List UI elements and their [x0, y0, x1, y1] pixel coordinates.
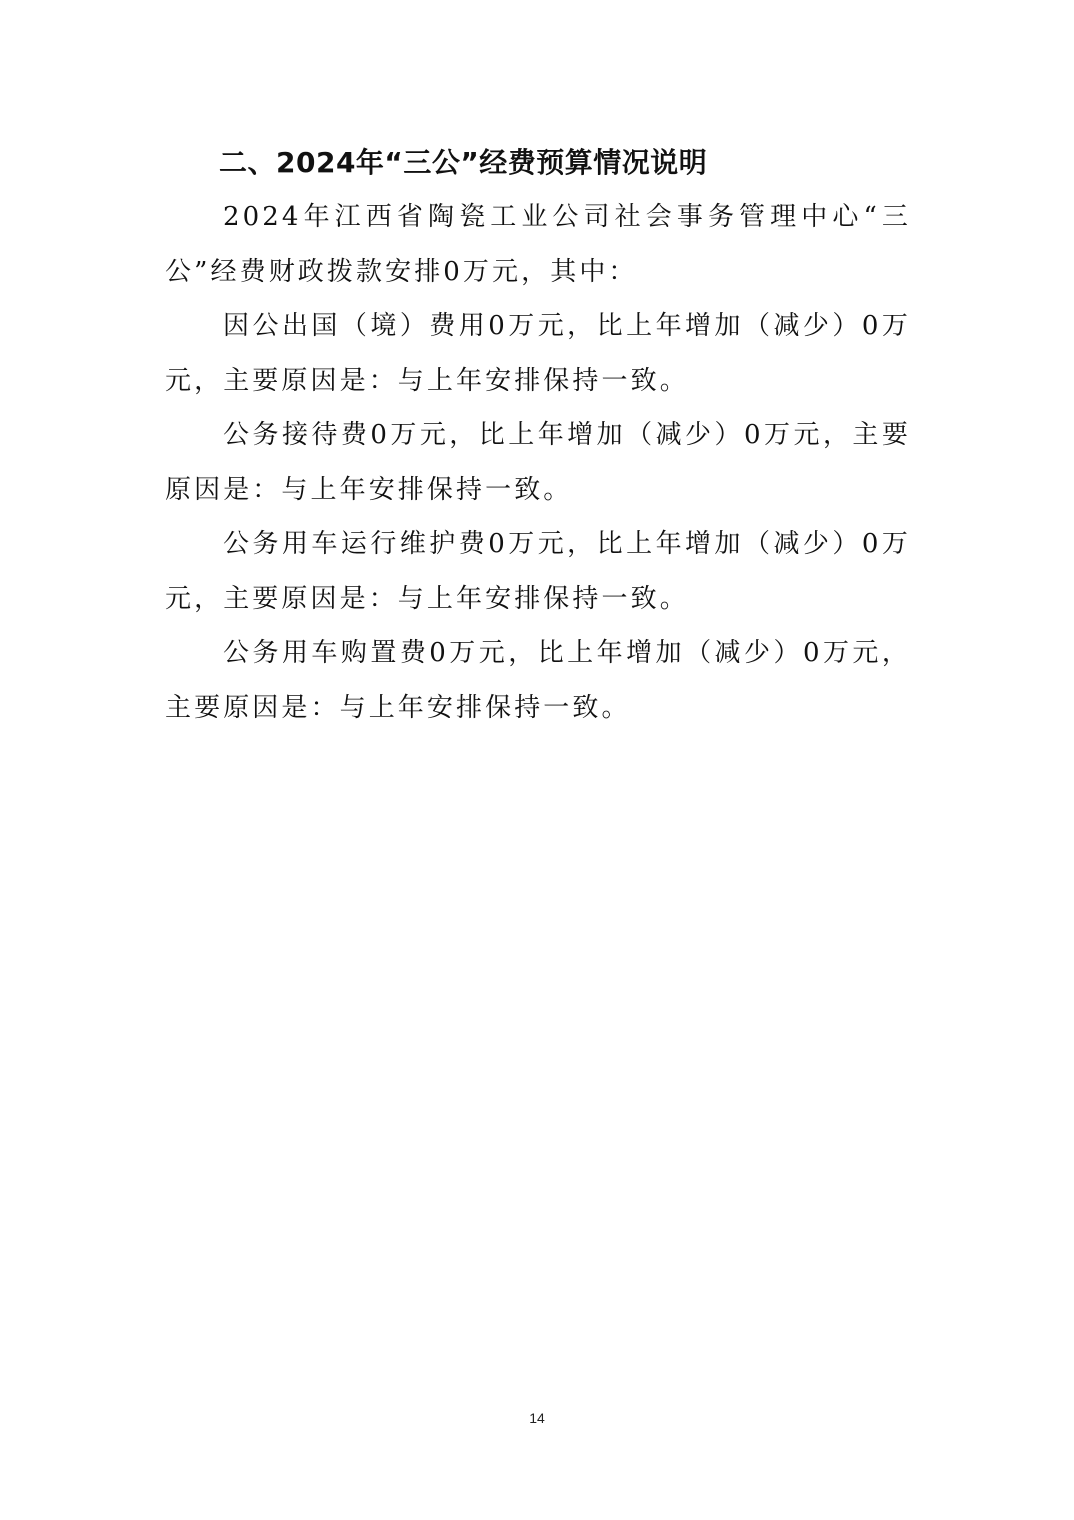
page-number: 14 [529, 1410, 545, 1426]
paragraph-intro: 2024年江西省陶瓷工业公司社会事务管理中心“三公”经费财政拨款安排0万元，其中： [165, 202, 911, 287]
paragraph-official-reception: 公务接待费0万元，比上年增加（减少）0万元，主要原因是：与上年安排保持一致。 [165, 420, 911, 505]
body-text [165, 190, 911, 735]
section-heading: 二、2024年“三公”经费预算情况说明 [219, 146, 708, 179]
paragraph-vehicle-maintenance: 公务用车运行维护费0万元，比上年增加（减少）0万元，主要原因是：与上年安排保持一致。 [165, 529, 911, 614]
paragraph-vehicle-purchase: 公务用车购置费0万元，比上年增加（减少）0万元，主要原因是：与上年安排保持一致。 [165, 638, 911, 723]
paragraph-overseas-travel: 因公出国（境）费用0万元，比上年增加（减少）0万元，主要原因是：与上年安排保持一致。 [165, 311, 911, 396]
